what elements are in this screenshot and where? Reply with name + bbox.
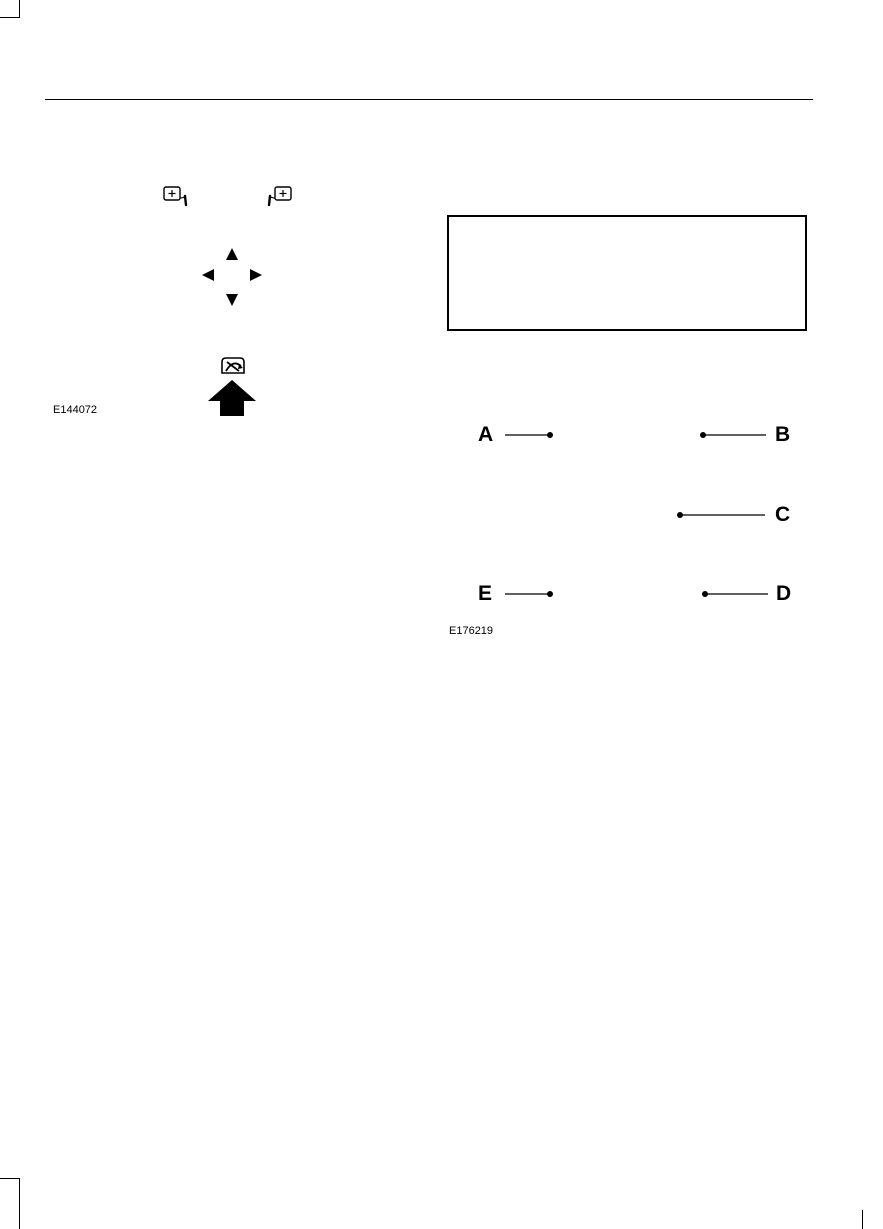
callout-label-c: C xyxy=(775,503,791,526)
callout-leader-b xyxy=(700,432,766,438)
mirror-right-icon xyxy=(269,187,291,205)
callout-diagram xyxy=(440,420,810,620)
arrow-down-icon xyxy=(226,294,238,306)
arrow-right-icon xyxy=(250,269,262,281)
callout-leader-a xyxy=(505,432,553,438)
mirror-fold-icon xyxy=(222,358,244,373)
callout-label-a: A xyxy=(478,423,494,446)
crop-mark-bottom-left-horizontal xyxy=(0,1178,20,1179)
arrow-left-icon xyxy=(202,269,214,281)
callout-label-e: E xyxy=(478,582,493,605)
crop-mark-bottom-right-vertical xyxy=(862,1210,863,1229)
mirror-control-figure xyxy=(40,180,340,420)
mirror-left-icon xyxy=(164,187,186,205)
crop-mark-top-left-vertical xyxy=(19,0,20,17)
header-rule xyxy=(45,99,813,100)
warning-box xyxy=(447,215,807,331)
crop-mark-bottom-left-vertical xyxy=(19,1178,20,1229)
crop-mark-top-left-horizontal xyxy=(0,17,20,18)
callout-leader-d xyxy=(702,591,768,597)
arrow-up-icon xyxy=(226,248,238,260)
push-arrow-icon xyxy=(208,380,256,416)
callout-label-d: D xyxy=(776,582,792,605)
figure-id-left: E144072 xyxy=(53,404,98,416)
callout-leader-e xyxy=(505,591,553,597)
callout-leader-c xyxy=(677,512,765,518)
callout-label-b: B xyxy=(775,423,791,446)
figure-id-right: E176219 xyxy=(449,625,494,637)
